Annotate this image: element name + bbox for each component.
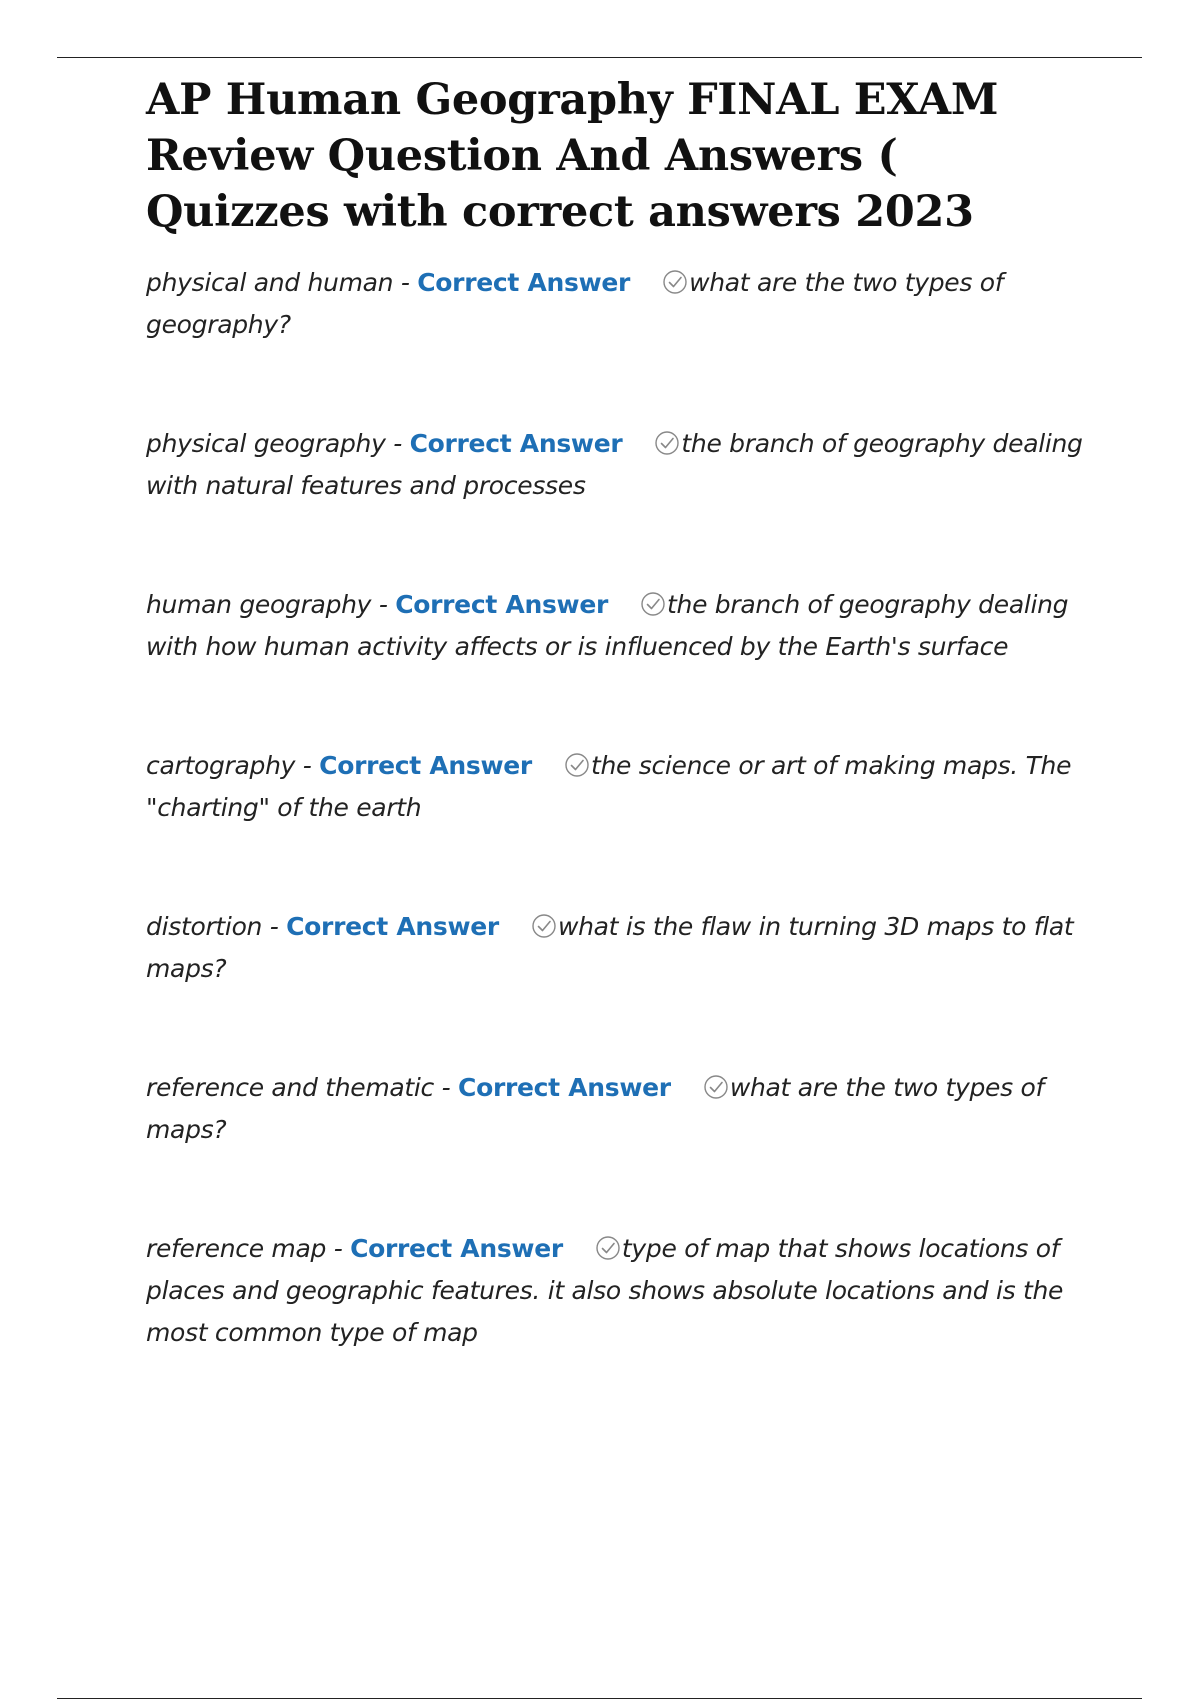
check-circle-icon <box>640 591 666 617</box>
separator: - <box>393 268 418 297</box>
check-circle-icon <box>595 1235 621 1261</box>
check-circle-icon <box>703 1074 729 1100</box>
separator: - <box>262 912 287 941</box>
term: distortion <box>146 912 263 941</box>
separator: - <box>434 1073 459 1102</box>
term: human geography <box>146 590 372 619</box>
document-body <box>146 72 1091 1354</box>
correct-answer-label: Correct Answer <box>319 751 532 780</box>
definition: what are the two types of geography? <box>146 268 1004 339</box>
qa-item <box>146 423 1091 507</box>
check-circle-icon <box>654 430 680 456</box>
separator: - <box>385 429 410 458</box>
term: cartography <box>146 751 296 780</box>
correct-answer-label: Correct Answer <box>395 590 609 619</box>
term: physical geography <box>146 429 386 458</box>
correct-answer-label: Correct Answer <box>417 268 631 297</box>
qa-item <box>146 1228 1091 1354</box>
correct-answer-label: Correct Answer <box>409 429 623 458</box>
term: reference and thematic <box>146 1073 434 1102</box>
bottom-rule <box>57 1698 1142 1699</box>
separator: - <box>326 1234 351 1263</box>
check-circle-icon <box>531 913 557 939</box>
definition: the science or art of making maps. The "charting" of the earth <box>146 751 1072 822</box>
qa-list <box>146 262 1091 1354</box>
definition: what are the two types of maps? <box>146 1073 1045 1144</box>
term: physical and human <box>146 268 394 297</box>
separator: - <box>371 590 396 619</box>
qa-item <box>146 745 1091 829</box>
qa-item <box>146 1067 1091 1151</box>
top-rule <box>57 57 1142 58</box>
definition: what is the flaw in turning 3D maps to flat maps? <box>146 912 1074 983</box>
qa-item <box>146 584 1091 668</box>
correct-answer-label: Correct Answer <box>458 1073 671 1102</box>
qa-item <box>146 262 1091 346</box>
qa-item <box>146 906 1091 990</box>
separator: - <box>295 751 320 780</box>
definition: the branch of geography dealing with how human activity affects or is influenced by the Earth's surface <box>146 590 1069 661</box>
check-circle-icon <box>662 269 688 295</box>
term: reference map <box>146 1234 327 1263</box>
correct-answer-label: Correct Answer <box>350 1234 563 1263</box>
definition: the branch of geography dealing with natural features and processes <box>146 429 1083 500</box>
correct-answer-label: Correct Answer <box>286 912 499 941</box>
definition: type of map that shows locations of places and geographic features. it also shows absolute locations and is the most common type of map <box>146 1234 1064 1347</box>
check-circle-icon <box>564 752 590 778</box>
document-title: AP Human Geography FINAL EXAM Review Question And Answers ( Quizzes with correct answers 2023 <box>146 75 999 237</box>
